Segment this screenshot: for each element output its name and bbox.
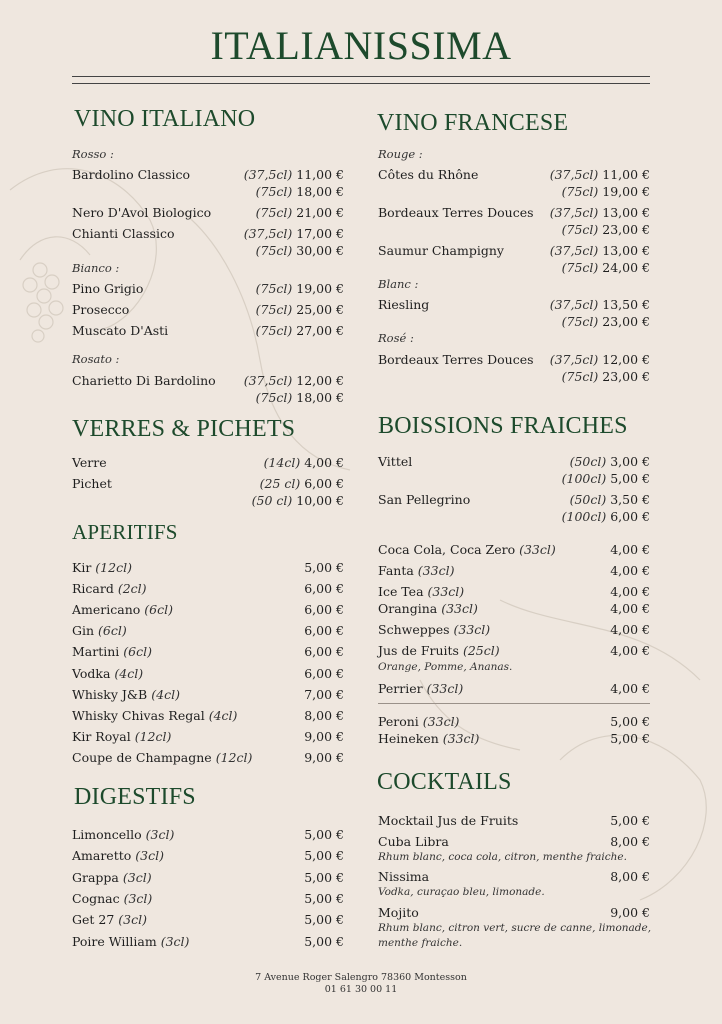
menu-item-pichet-50cl: (50 cl) 10,00 € bbox=[251, 493, 344, 508]
restaurant-title: ITALIANISSIMA bbox=[210, 23, 512, 68]
vino-italiano-heading: VINO ITALIANO bbox=[74, 106, 256, 132]
rose-label: Rosé : bbox=[378, 331, 414, 345]
menu-item-riesling-75cl: (75cl) 23,00 € bbox=[561, 314, 650, 329]
title-divider-bottom bbox=[72, 83, 650, 84]
cocktail-description: Rhum blanc, coca cola, citron, menthe fraiche. bbox=[378, 851, 627, 863]
footer-address: 7 Avenue Roger Salengro 78360 Montesson bbox=[255, 972, 467, 983]
boissons-fraiches-heading: BOISSIONS FRAICHES bbox=[378, 413, 628, 439]
menu-item-san-pellegrino-100cl: (100cl) 6,00 € bbox=[561, 509, 650, 524]
footer-phone: 01 61 30 00 11 bbox=[324, 984, 398, 995]
mojito-description-2: menthe fraiche. bbox=[378, 937, 463, 949]
menu-item-chiaretto-75cl: (75cl) 18,00 € bbox=[255, 390, 344, 405]
cocktails-heading: COCKTAILS bbox=[377, 769, 512, 795]
cocktail-description: Rhum blanc, citron vert, sucre de canne, limonade, bbox=[378, 922, 652, 934]
menu-item-bordeaux-rouge-75cl: (75cl) 23,00 € bbox=[561, 222, 650, 237]
rosato-label: Rosato : bbox=[72, 352, 120, 366]
rouge-label: Rouge : bbox=[378, 147, 423, 161]
menu-item-bordeaux-rose-75cl: (75cl) 23,00 € bbox=[561, 369, 650, 384]
menu-item-chianti-75cl: (75cl) 30,00 € bbox=[255, 243, 344, 258]
digestifs-heading: DIGESTIFS bbox=[74, 784, 196, 810]
vino-francese-heading: VINO FRANCESE bbox=[377, 110, 569, 136]
menu-item-vittel-100cl: (100cl) 5,00 € bbox=[561, 471, 650, 486]
menu-item-cotes-du-rhone-75cl: (75cl) 19,00 € bbox=[561, 184, 650, 199]
cocktail-description: Vodka, curaçao bleu, limonade. bbox=[378, 886, 545, 898]
blanc-label: Blanc : bbox=[378, 277, 419, 291]
title-divider-top bbox=[72, 76, 650, 77]
footer bbox=[0, 972, 722, 996]
rosso-label: Rosso : bbox=[72, 147, 114, 161]
aperitifs-heading: APERITIFS bbox=[72, 520, 178, 544]
menu-item-bardolino-75cl: (75cl) 18,00 € bbox=[255, 184, 344, 199]
beer-divider bbox=[378, 703, 650, 704]
verres-pichets-heading: VERRES & PICHETS bbox=[72, 416, 296, 442]
bianco-label: Bianco : bbox=[72, 261, 120, 275]
menu-item-saumur-75cl: (75cl) 24,00 € bbox=[561, 260, 650, 275]
jus-de-fruits-description: Orange, Pomme, Ananas. bbox=[378, 661, 513, 673]
